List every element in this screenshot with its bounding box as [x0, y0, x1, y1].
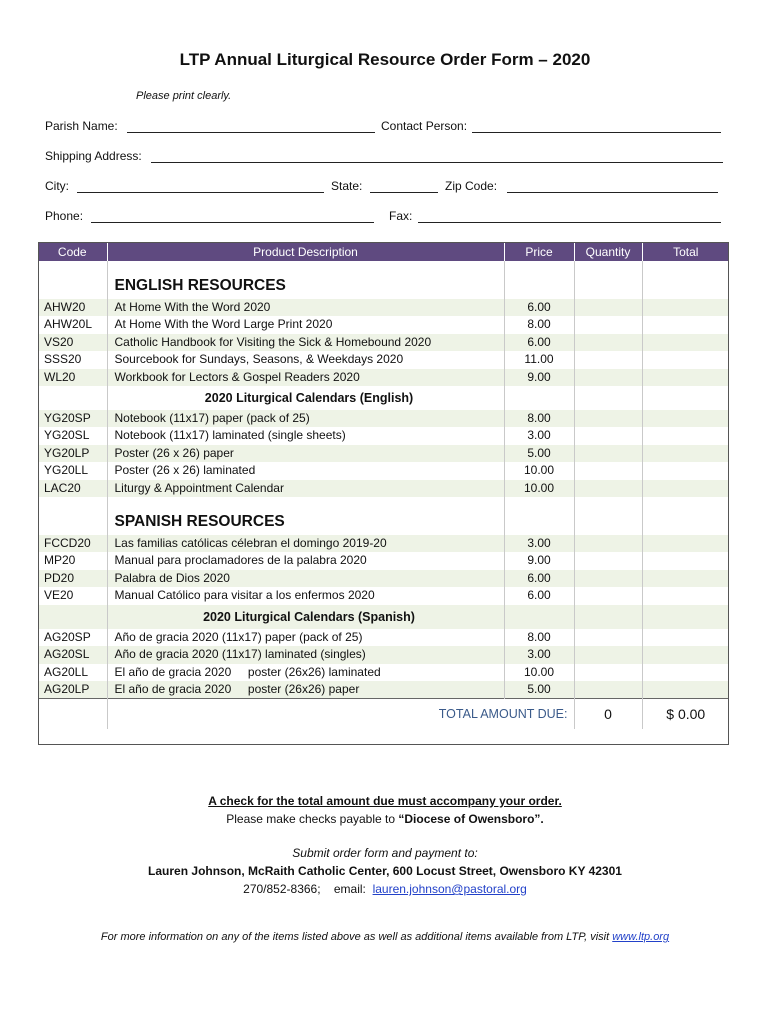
header-price: Price [504, 242, 574, 261]
table-row [38, 570, 729, 587]
item-description: Poster (26 x 26) laminated [107, 462, 504, 479]
shipping-address-label: Shipping Address: [45, 149, 142, 163]
item-total [642, 552, 729, 569]
item-code: AG20LL [38, 664, 107, 681]
fax-label: Fax: [389, 209, 413, 223]
item-code: AHW20L [38, 316, 107, 333]
total-code-cell [38, 699, 107, 730]
english-calendars-heading-code-cell [38, 386, 107, 410]
item-description: At Home With the Word Large Print 2020 [107, 316, 504, 333]
spanish-heading-code-cell [38, 497, 107, 535]
item-total [642, 681, 729, 699]
item-description: Manual para proclamadores de la palabra 2020 [107, 552, 504, 569]
item-total [642, 316, 729, 333]
item-total [642, 535, 729, 552]
item-price: 8.00 [504, 410, 574, 427]
item-description: El año de gracia 2020 poster (26x26) laminated [107, 664, 504, 681]
item-code: AHW20 [38, 299, 107, 316]
item-price: 3.00 [504, 535, 574, 552]
item-code: FCCD20 [38, 535, 107, 552]
email-link[interactable]: lauren.johnson@pastoral.org [372, 882, 527, 896]
item-code: PD20 [38, 570, 107, 587]
table-row [38, 427, 729, 444]
phone-label: Phone: [45, 209, 84, 223]
item-price: 6.00 [504, 570, 574, 587]
quantity-input[interactable] [574, 427, 642, 444]
quantity-input[interactable] [574, 334, 642, 351]
spanish-heading-qty-cell [574, 497, 642, 535]
item-price: 6.00 [504, 334, 574, 351]
item-total [642, 480, 729, 497]
item-description: El año de gracia 2020 poster (26x26) paper [107, 681, 504, 699]
table-header-row [38, 242, 729, 261]
item-code: WL20 [38, 369, 107, 386]
submit-note: Submit order form and payment to: [292, 846, 478, 860]
zip-code-label: Zip Code: [445, 179, 498, 193]
quantity-input[interactable] [574, 629, 642, 646]
total-row [38, 699, 729, 730]
section-row [38, 261, 729, 299]
item-code: AG20LP [38, 681, 107, 699]
contact-person-field[interactable] [472, 132, 721, 133]
item-total [642, 410, 729, 427]
table-row [38, 681, 729, 699]
item-code: YG20LL [38, 462, 107, 479]
item-total [642, 664, 729, 681]
contact-person-label: Contact Person: [381, 119, 468, 133]
item-total [642, 369, 729, 386]
table-row [38, 445, 729, 462]
item-code: AG20SP [38, 629, 107, 646]
quantity-input[interactable] [574, 552, 642, 569]
item-price: 3.00 [504, 427, 574, 444]
item-total [642, 587, 729, 604]
item-price: 9.00 [504, 552, 574, 569]
item-code: YG20SP [38, 410, 107, 427]
payable-prefix: Please make checks payable to [226, 812, 399, 826]
city-label: City: [45, 179, 69, 193]
item-code: MP20 [38, 552, 107, 569]
item-description: Las familias católicas célebran el domingo 2019-20 [107, 535, 504, 552]
header-description: Product Description [107, 242, 504, 261]
section-row [38, 386, 729, 410]
item-price: 3.00 [504, 646, 574, 663]
item-total [642, 351, 729, 368]
quantity-input[interactable] [574, 316, 642, 333]
item-description: Workbook for Lectors & Gospel Readers 2020 [107, 369, 504, 386]
fax-field[interactable] [418, 222, 721, 223]
table-row [38, 316, 729, 333]
item-total [642, 445, 729, 462]
item-total [642, 646, 729, 663]
item-price: 6.00 [504, 299, 574, 316]
quantity-input[interactable] [574, 681, 642, 699]
table-row [38, 462, 729, 479]
item-code: YG20SL [38, 427, 107, 444]
english-calendars-heading-price-cell [504, 386, 574, 410]
item-price: 8.00 [504, 316, 574, 333]
item-price: 10.00 [504, 664, 574, 681]
item-code: AG20SL [38, 646, 107, 663]
contact-line [0, 882, 770, 896]
quantity-input[interactable] [574, 664, 642, 681]
table-row [38, 369, 729, 386]
table-row [38, 629, 729, 646]
city-field[interactable] [77, 192, 324, 193]
parish-name-field[interactable] [127, 132, 375, 133]
table-row [38, 535, 729, 552]
item-total [642, 462, 729, 479]
item-code: SSS20 [38, 351, 107, 368]
state-field[interactable] [370, 192, 438, 193]
item-code: VE20 [38, 587, 107, 604]
item-price: 10.00 [504, 480, 574, 497]
form-title: LTP Annual Liturgical Resource Order Form – 2020 [179, 50, 591, 69]
table-row [38, 299, 729, 316]
item-code: YG20LP [38, 445, 107, 462]
item-total [642, 629, 729, 646]
item-description: Sourcebook for Sundays, Seasons, & Weekdays 2020 [107, 351, 504, 368]
header-quantity: Quantity [574, 242, 642, 261]
state-label: State: [331, 179, 363, 193]
spanish-heading-total-cell [642, 497, 729, 535]
spanish-calendars-heading-qty-cell [574, 605, 642, 629]
item-description: Manual Católico para visitar a los enfermos 2020 [107, 587, 504, 604]
item-price: 6.00 [504, 587, 574, 604]
mailing-address: Lauren Johnson, McRaith Catholic Center, 600 Locust Street, Owensboro KY 42301 [148, 864, 622, 878]
item-price: 5.00 [504, 445, 574, 462]
english-heading: ENGLISH RESOURCES [107, 261, 504, 299]
item-price: 11.00 [504, 351, 574, 368]
table-row [38, 646, 729, 663]
spanish-calendars-heading: 2020 Liturgical Calendars (Spanish) [107, 605, 504, 629]
phone-field[interactable] [91, 222, 374, 223]
more-info-text: For more information on any of the items listed above as well as additional items available from LTP, visit [100, 931, 613, 943]
item-price: 10.00 [504, 462, 574, 479]
quantity-input[interactable] [574, 351, 642, 368]
total-amount-label: TOTAL AMOUNT DUE: [107, 699, 574, 730]
item-description: Palabra de Dios 2020 [107, 570, 504, 587]
item-code: VS20 [38, 334, 107, 351]
quantity-input[interactable] [574, 570, 642, 587]
item-description: Poster (26 x 26) paper [107, 445, 504, 462]
spanish-calendars-heading-price-cell [504, 605, 574, 629]
table-row [38, 664, 729, 681]
item-description: Catholic Handbook for Visiting the Sick & Homebound 2020 [107, 334, 504, 351]
quantity-input[interactable] [574, 369, 642, 386]
order-table [38, 242, 729, 729]
section-row [38, 605, 729, 629]
spanish-heading: SPANISH RESOURCES [107, 497, 504, 535]
header-total: Total [642, 242, 729, 261]
item-description: Notebook (11x17) paper (pack of 25) [107, 410, 504, 427]
item-price: 9.00 [504, 369, 574, 386]
item-code: LAC20 [38, 480, 107, 497]
english-calendars-heading-total-cell [642, 386, 729, 410]
header-code: Code [38, 242, 107, 261]
table-row [38, 587, 729, 604]
quantity-input[interactable] [574, 410, 642, 427]
shipping-address-field[interactable] [151, 162, 723, 163]
item-description: Notebook (11x17) laminated (single sheets) [107, 427, 504, 444]
english-calendars-heading: 2020 Liturgical Calendars (English) [107, 386, 504, 410]
item-description: At Home With the Word 2020 [107, 299, 504, 316]
item-price: 8.00 [504, 629, 574, 646]
more-info [0, 931, 770, 943]
phone-email-prefix: 270/852-8366; email: [243, 882, 373, 896]
table-row [38, 480, 729, 497]
parish-name-label: Parish Name: [45, 119, 118, 133]
website-link[interactable]: www.ltp.org [612, 931, 670, 943]
table-row [38, 334, 729, 351]
item-total [642, 299, 729, 316]
grand-total: $ 0.00 [642, 699, 729, 730]
item-description: Año de gracia 2020 (11x17) paper (pack of 25) [107, 629, 504, 646]
item-description: Año de gracia 2020 (11x17) laminated (singles) [107, 646, 504, 663]
quantity-input[interactable] [574, 480, 642, 497]
quantity-input[interactable] [574, 462, 642, 479]
table-row [38, 552, 729, 569]
table-row [38, 351, 729, 368]
english-calendars-heading-qty-cell [574, 386, 642, 410]
print-note: Please print clearly. [136, 90, 232, 102]
quantity-input[interactable] [574, 445, 642, 462]
item-total [642, 427, 729, 444]
spanish-calendars-heading-code-cell [38, 605, 107, 629]
quantity-input[interactable] [574, 587, 642, 604]
item-price: 5.00 [504, 681, 574, 699]
check-note: A check for the total amount due must accompany your order. [208, 794, 562, 808]
item-description: Liturgy & Appointment Calendar [107, 480, 504, 497]
item-total [642, 570, 729, 587]
payable-to: “Diocese of Owensboro”. [398, 812, 544, 826]
total-quantity: 0 [574, 699, 642, 730]
payable-note [0, 812, 770, 826]
quantity-input[interactable] [574, 646, 642, 663]
item-total [642, 334, 729, 351]
quantity-input[interactable] [574, 299, 642, 316]
quantity-input[interactable] [574, 535, 642, 552]
table-row [38, 410, 729, 427]
spanish-heading-price-cell [504, 497, 574, 535]
zip-code-field[interactable] [507, 192, 718, 193]
section-row [38, 497, 729, 535]
spanish-calendars-heading-total-cell [642, 605, 729, 629]
